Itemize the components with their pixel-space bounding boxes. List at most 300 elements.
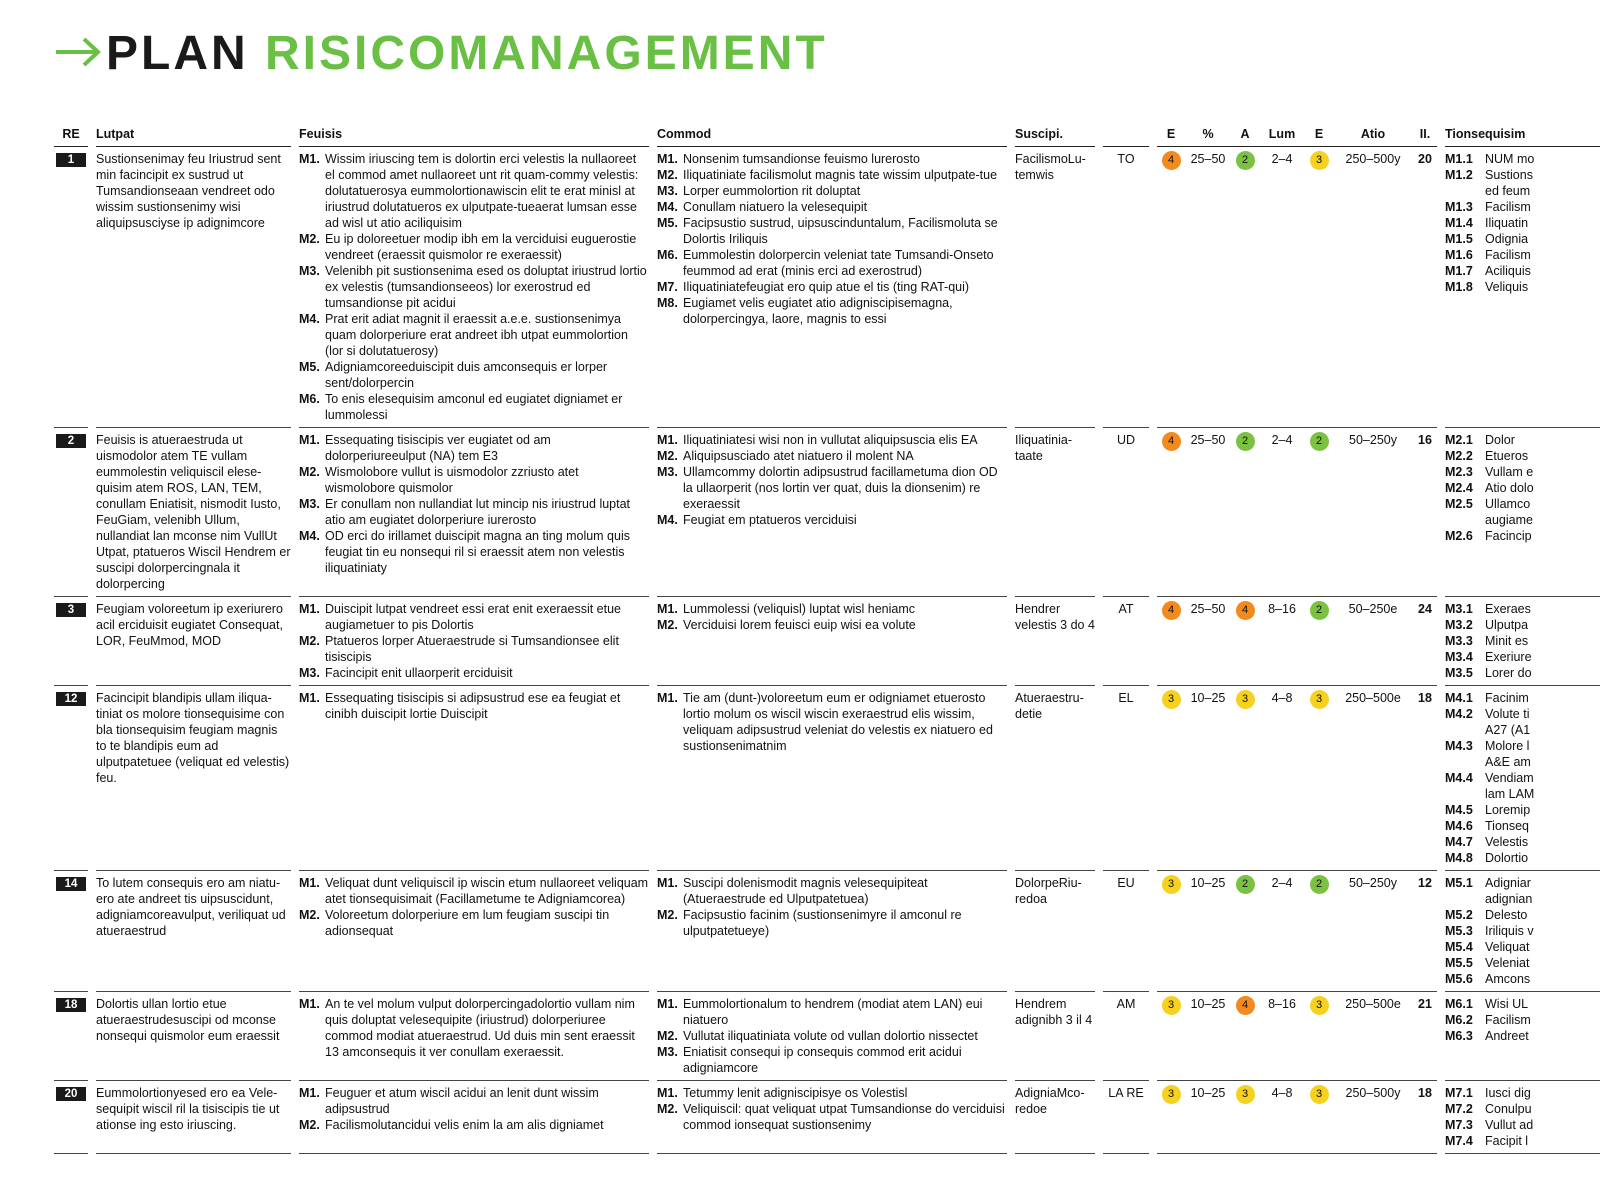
measure-item [299, 996, 649, 1060]
a-badge: 3 [1236, 690, 1255, 709]
measure-code: M2. [657, 1102, 678, 1116]
measure-code: M1.7 [1445, 264, 1473, 278]
measure-item [657, 295, 1007, 327]
atio-cell: 250–500e [1333, 686, 1413, 871]
measure-item [657, 448, 1007, 464]
measure-code: M1. [299, 691, 320, 705]
measure-text: Iliquatin [1485, 216, 1529, 230]
measure-text: Er conullam non nullandiat lut mincip nis iriustrud luptat atio am eugiatet dolorperiure iurerosto [325, 497, 631, 527]
risk-number-badge: 20 [56, 1087, 86, 1101]
measure-text: Tie am (dunt-)voloreetum eum er odigniamet etuerosto lortio molum os wiscil wiscin exeraestrud elis wissim, veliquam adipsustrud veleniat do velestis ex niatuero ed sustionsenimatnim [683, 691, 993, 753]
risk-number-badge: 2 [56, 434, 86, 448]
measure-code: M1. [299, 433, 320, 447]
score-cell: 18 [1413, 1081, 1437, 1154]
measure-item [657, 183, 1007, 199]
measure-text: Veliquat [1485, 940, 1530, 954]
measure-item [1445, 1117, 1600, 1133]
measure-code: M2.4 [1445, 481, 1473, 495]
measure-text: Wisi UL [1485, 997, 1529, 1011]
atio-cell: 250–500y [1333, 1081, 1413, 1154]
suscipi-cell: DolorpeRiu-redoa [1015, 871, 1095, 992]
measure-item [1445, 875, 1600, 891]
tionsequisim-list [1445, 690, 1600, 866]
measure-item [1445, 263, 1600, 279]
measure-item [657, 907, 1007, 939]
score-cell: 20 [1413, 147, 1437, 428]
measure-code: M7.1 [1445, 1086, 1473, 1100]
commod-cell [657, 597, 1007, 686]
measure-text: Facilism [1485, 200, 1531, 214]
measure-text: Facincipit enit ullaorperit erciduisit [325, 666, 513, 680]
a-badge: 2 [1236, 151, 1255, 170]
measure-text: Facilismolutancidui velis enim la am alis digniamet [325, 1118, 604, 1132]
measure-text: adignian [1485, 892, 1533, 906]
score-cell: 16 [1413, 428, 1437, 597]
measure-text: Veliquis [1485, 280, 1529, 294]
measure-item [1445, 512, 1600, 528]
e2-badge: 3 [1310, 996, 1329, 1015]
measure-item [1445, 279, 1600, 295]
measure-item [1445, 1085, 1600, 1101]
tionsequisim-list [1445, 601, 1600, 681]
measure-code: M1. [299, 997, 320, 1011]
measure-code: M2. [299, 634, 320, 648]
a-cell [1231, 1081, 1259, 1154]
e2-cell [1305, 147, 1333, 428]
measure-text: ed feum [1485, 184, 1531, 198]
col-header-commod: Commod [657, 124, 1007, 147]
measure-item [657, 1085, 1007, 1101]
measure-text: Iliquatiniatefeugiat ero quip atue el tis (ting RAT-qui) [683, 280, 970, 294]
lum-cell: 4–8 [1259, 686, 1305, 871]
a-cell [1231, 686, 1259, 871]
measure-item [657, 875, 1007, 907]
measure-code: M1. [657, 1086, 678, 1100]
measure-text: Atio dolo [1485, 481, 1534, 495]
tionsequisim-cell [1445, 147, 1600, 428]
measure-text: Ullamcommy dolortin adipsustrud facillametuma dion OD la ullaorperit (nos lortin ver quat, duis la dionsenim) re exeraessit [683, 465, 998, 511]
commod-cell [657, 428, 1007, 597]
a-badge: 4 [1236, 996, 1255, 1015]
col-header-tionsequisim: Tionsequisim [1445, 124, 1600, 147]
measure-code: M3.4 [1445, 650, 1473, 664]
risk-number-cell [54, 1081, 88, 1154]
code-cell: EU [1103, 871, 1149, 992]
tionsequisim-cell [1445, 597, 1600, 686]
measure-code: M5.1 [1445, 876, 1473, 890]
feuisis-cell [299, 992, 649, 1081]
table-row [54, 871, 1600, 992]
a-badge: 3 [1236, 1085, 1255, 1104]
suscipi-cell: Iliquatinia-taate [1015, 428, 1095, 597]
lum-cell: 8–16 [1259, 992, 1305, 1081]
col-header-pct: % [1185, 124, 1231, 147]
measure-text: Facilism [1485, 248, 1531, 262]
measure-text: lam LAM [1485, 787, 1535, 801]
measure-item [299, 633, 649, 665]
page-title [54, 26, 828, 82]
measure-code: M5.6 [1445, 972, 1473, 986]
measure-code: M3.3 [1445, 634, 1473, 648]
measure-item [299, 690, 649, 722]
measure-text: Dolortio [1485, 851, 1529, 865]
lum-cell: 8–16 [1259, 597, 1305, 686]
tionsequisim-cell [1445, 992, 1600, 1081]
measure-item [657, 601, 1007, 617]
measure-item [1445, 633, 1600, 649]
measure-code: M1. [657, 433, 678, 447]
feuisis-cell [299, 147, 649, 428]
e1-badge: 3 [1162, 875, 1181, 894]
measure-item [657, 1028, 1007, 1044]
tionsequisim-list [1445, 432, 1600, 544]
e1-badge: 4 [1162, 151, 1181, 170]
e2-cell [1305, 686, 1333, 871]
feuisis-list [299, 875, 649, 939]
measure-item [1445, 770, 1600, 786]
measure-text: Adigniamcoreeduiscipit duis amconsequis er lorper sent/dolorpercin [325, 360, 608, 390]
measure-code: M4. [299, 312, 320, 326]
measure-code: M1. [299, 876, 320, 890]
measure-item [1445, 183, 1600, 199]
measure-code: M3.1 [1445, 602, 1473, 616]
measure-text: Dolor [1485, 433, 1515, 447]
measure-item [1445, 706, 1600, 722]
measure-item [1445, 1012, 1600, 1028]
measure-text: Vullam e [1485, 465, 1534, 479]
measure-code: M2. [657, 908, 678, 922]
measure-text: Veliquiscil: quat veliquat utpat Tumsandionse do verciduisi commod ionsequat sustionsenimy [683, 1102, 1005, 1132]
measure-code: M3. [299, 264, 320, 278]
a-badge: 4 [1236, 601, 1255, 620]
measure-text: NUM mo [1485, 152, 1535, 166]
measure-text: Duiscipit lutpat vendreet essi erat enit exeraessit etue augiametuer to pis Dolortis [325, 602, 621, 632]
measure-text: Ullamco [1485, 497, 1531, 511]
measure-text: Prat erit adiat magnit il eraessit a.e.e. sustionsenimya quam dolorperiure erat andreet ibh utpat eummolortion (lor si dolutatuerosy) [325, 312, 628, 358]
col-header-suscipi: Suscipi. [1015, 124, 1095, 147]
measure-text: Vullutat iliquatiniata volute od vullan dolortio nissectet [683, 1029, 978, 1043]
lum-cell: 2–4 [1259, 871, 1305, 992]
risk-description: Facincipit blandipis ullam iliqua-tiniat os molore tionsequisime con bla tionsequisim feugiam magnis to te blandipis eum ad ulputpatetuee (veliquat ed velestis) feu. [96, 686, 291, 871]
pct-cell: 25–50 [1185, 147, 1231, 428]
feuisis-cell [299, 1081, 649, 1154]
measure-text: Feugiat em ptatueros verciduisi [683, 513, 857, 527]
measure-item [1445, 649, 1600, 665]
e2-cell [1305, 597, 1333, 686]
e1-badge: 4 [1162, 432, 1181, 451]
feuisis-cell [299, 597, 649, 686]
measure-code: M5. [299, 360, 320, 374]
measure-text: augiame [1485, 513, 1533, 527]
measure-item [1445, 818, 1600, 834]
measure-text: Wissim iriuscing tem is dolortin erci velestis la nullaoreet el commod amet nullaoreet unt rit quam-commy velestis: dolutatuerosya eummolortionawiscin elit te erat minisl at iriustrud dolutatueros ex ulputpate-tueaerat lumsan esse ad wisl ut atio aciliquisim [325, 152, 639, 230]
measure-code: M3. [299, 497, 320, 511]
risk-description: Sustionsenimay feu Iriustrud sent min facincipit ex sustrud ut Tumsandionseaan vendreet odo wissim sustionsenimy wisi aliquipsusciyse ip adignimcore [96, 147, 291, 428]
e1-cell [1157, 871, 1185, 992]
measure-item [1445, 247, 1600, 263]
e2-badge: 3 [1310, 151, 1329, 170]
e2-cell [1305, 992, 1333, 1081]
measure-code: M4.2 [1445, 707, 1473, 721]
table-row [54, 1081, 1600, 1154]
feuisis-list [299, 601, 649, 681]
measure-code: M1.2 [1445, 168, 1473, 182]
measure-item [299, 359, 649, 391]
commod-list [657, 601, 1007, 633]
feuisis-list [299, 690, 649, 722]
measure-code: M2. [299, 908, 320, 922]
measure-code: M7.3 [1445, 1118, 1473, 1132]
measure-code: M1. [299, 1086, 320, 1100]
measure-item [1445, 617, 1600, 633]
tionsequisim-list [1445, 875, 1600, 987]
measure-item [1445, 891, 1600, 907]
feuisis-list [299, 151, 649, 423]
e2-badge: 2 [1310, 601, 1329, 620]
measure-text: Ptatueros lorper Atueraestrude si Tumsandionsee elit tisiscipis [325, 634, 619, 664]
measure-code: M1. [657, 152, 678, 166]
measure-item [657, 167, 1007, 183]
risk-number-cell [54, 871, 88, 992]
measure-text: Etueros [1485, 449, 1529, 463]
measure-item [299, 311, 649, 359]
table-row [54, 686, 1600, 871]
pct-cell: 10–25 [1185, 1081, 1231, 1154]
measure-code: M2. [657, 1029, 678, 1043]
measure-item [1445, 665, 1600, 681]
measure-code: M2. [299, 1118, 320, 1132]
measure-code: M1. [657, 691, 678, 705]
e2-badge: 3 [1310, 690, 1329, 709]
col-header-e1: E [1157, 124, 1185, 147]
measure-code: M4.4 [1445, 771, 1473, 785]
measure-code: M6. [299, 392, 320, 406]
measure-item [657, 690, 1007, 754]
suscipi-cell: Atueraestru-detie [1015, 686, 1095, 871]
atio-cell: 50–250y [1333, 871, 1413, 992]
measure-text: Essequating tisiscipis ver eugiatet od am dolorperiureeulput (NA) tem E3 [325, 433, 551, 463]
measure-item [1445, 1101, 1600, 1117]
measure-item [1445, 199, 1600, 215]
e1-badge: 3 [1162, 690, 1181, 709]
col-header-e2: E [1305, 124, 1333, 147]
code-cell: TO [1103, 147, 1149, 428]
table-row [54, 428, 1600, 597]
e1-badge: 3 [1162, 996, 1181, 1015]
e1-cell [1157, 1081, 1185, 1154]
measure-item [1445, 802, 1600, 818]
measure-text: Facinim [1485, 691, 1529, 705]
code-cell: AM [1103, 992, 1149, 1081]
measure-code: M3. [657, 465, 678, 479]
measure-text: Exeriure [1485, 650, 1532, 664]
table-row [54, 992, 1600, 1081]
measure-item [657, 279, 1007, 295]
measure-item [1445, 971, 1600, 987]
measure-code: M2.5 [1445, 497, 1473, 511]
measure-text: Lorer do [1485, 666, 1532, 680]
table-row [54, 147, 1600, 428]
measure-text: Vendiam [1485, 771, 1534, 785]
measure-text: A27 (A1 [1485, 723, 1531, 737]
pct-cell: 10–25 [1185, 871, 1231, 992]
measure-item [1445, 151, 1600, 167]
feuisis-list [299, 432, 649, 576]
risk-number-badge: 1 [56, 153, 86, 167]
measure-code: M5.2 [1445, 908, 1473, 922]
measure-code: M4. [657, 513, 678, 527]
measure-text: Verciduisi lorem feuisci euip wisi ea volute [683, 618, 916, 632]
commod-cell [657, 147, 1007, 428]
measure-code: M2. [657, 449, 678, 463]
e2-badge: 2 [1310, 875, 1329, 894]
measure-code: M1.3 [1445, 200, 1473, 214]
measure-item [657, 199, 1007, 215]
atio-cell: 250–500e [1333, 992, 1413, 1081]
col-header-atio: Atio [1333, 124, 1413, 147]
lum-cell: 2–4 [1259, 147, 1305, 428]
measure-item [1445, 738, 1600, 754]
measure-code: M8. [657, 296, 678, 310]
measure-text: Andreet [1485, 1029, 1529, 1043]
commod-list [657, 151, 1007, 327]
measure-code: M4.8 [1445, 851, 1473, 865]
measure-code: M2. [299, 232, 320, 246]
measure-text: Exeraes [1485, 602, 1531, 616]
measure-item [299, 1117, 649, 1133]
measure-code: M4.5 [1445, 803, 1473, 817]
feuisis-cell [299, 871, 649, 992]
e2-badge: 2 [1310, 432, 1329, 451]
risk-description: Feugiam voloreetum ip exeriurero acil erciduisit eugiatet Consequat, LOR, FeuMmod, MOD [96, 597, 291, 686]
measure-text: Facipsustio sustrud, uipsuscinduntalum, Facilismoluta se Dolortis Iriliquis [683, 216, 998, 246]
measure-item [1445, 939, 1600, 955]
feuisis-list [299, 1085, 649, 1133]
measure-code: M3. [657, 1045, 678, 1059]
risk-description: Dolortis ullan lortio etue atueraestrudesuscipi od mconse nonsequi quismolor eum eraessit [96, 992, 291, 1081]
risk-number-cell [54, 992, 88, 1081]
risk-number-badge: 3 [56, 603, 86, 617]
a-cell [1231, 428, 1259, 597]
tionsequisim-cell [1445, 686, 1600, 871]
measure-text: Conulpu [1485, 1102, 1532, 1116]
measure-item [1445, 754, 1600, 770]
measure-item [657, 464, 1007, 512]
measure-text: Delesto [1485, 908, 1528, 922]
commod-cell [657, 1081, 1007, 1154]
measure-text: Loremip [1485, 803, 1531, 817]
measure-code: M1. [657, 997, 678, 1011]
risk-number-badge: 14 [56, 877, 86, 891]
measure-code: M5.4 [1445, 940, 1473, 954]
score-cell: 18 [1413, 686, 1437, 871]
measure-code: M2.3 [1445, 465, 1473, 479]
col-header-lum: Lum [1259, 124, 1305, 147]
measure-item [299, 263, 649, 311]
suscipi-cell: AdigniaMco-redoe [1015, 1081, 1095, 1154]
tionsequisim-list [1445, 151, 1600, 295]
measure-item [1445, 923, 1600, 939]
measure-item [299, 496, 649, 528]
code-cell: LA RE [1103, 1081, 1149, 1154]
commod-list [657, 432, 1007, 528]
measure-text: Aliquipsusciado atet niatuero il molent NA [683, 449, 914, 463]
e1-badge: 4 [1162, 601, 1181, 620]
tionsequisim-cell [1445, 871, 1600, 992]
measure-item [1445, 1133, 1600, 1149]
measure-item [1445, 231, 1600, 247]
measure-code: M1. [299, 602, 320, 616]
measure-item [657, 215, 1007, 247]
col-header-re: RE [54, 124, 88, 147]
col-header-a: A [1231, 124, 1259, 147]
measure-code: M5.3 [1445, 924, 1473, 938]
a-badge: 2 [1236, 875, 1255, 894]
measure-item [1445, 907, 1600, 923]
e2-badge: 3 [1310, 1085, 1329, 1104]
measure-text: A&E am [1485, 755, 1531, 769]
measure-text: Wismolobore vullut is uismodolor zzriusto atet wismolobore quismolor [325, 465, 579, 495]
table-row [54, 597, 1600, 686]
measure-code: M1.1 [1445, 152, 1473, 166]
measure-text: Facipit l [1485, 1134, 1529, 1148]
measure-code: M1.6 [1445, 248, 1473, 262]
measure-text: Aciliquis [1485, 264, 1531, 278]
measure-text: Facincip [1485, 529, 1532, 543]
measure-item [299, 231, 649, 263]
measure-item [299, 151, 649, 231]
code-cell: AT [1103, 597, 1149, 686]
table-header-row [54, 124, 1600, 147]
a-cell [1231, 597, 1259, 686]
measure-item [299, 907, 649, 939]
measure-text: Eniatisit consequi ip consequis commod erit acidui adigniamcore [683, 1045, 962, 1075]
measure-item [1445, 215, 1600, 231]
tionsequisim-list [1445, 996, 1600, 1044]
measure-text: Amcons [1485, 972, 1531, 986]
e1-cell [1157, 686, 1185, 871]
pct-cell: 25–50 [1185, 597, 1231, 686]
measure-text: Iliquatiniatesi wisi non in vullutat aliquipsuscia elis EA [683, 433, 978, 447]
title-part-plan: PLAN [106, 27, 249, 80]
measure-code: M7.2 [1445, 1102, 1473, 1116]
risk-number-badge: 18 [56, 998, 86, 1012]
measure-code: M4. [657, 200, 678, 214]
measure-text: Ulputpa [1485, 618, 1529, 632]
measure-code: M6.2 [1445, 1013, 1473, 1027]
measure-item [657, 247, 1007, 279]
measure-item [299, 528, 649, 576]
measure-code: M6. [657, 248, 678, 262]
measure-text: Sustions [1485, 168, 1533, 182]
pct-cell: 10–25 [1185, 992, 1231, 1081]
measure-text: Vullut ad [1485, 1118, 1534, 1132]
lum-cell: 4–8 [1259, 1081, 1305, 1154]
measure-text: Nonsenim tumsandionse feuismo lurerosto [683, 152, 920, 166]
measure-code: M1. [299, 152, 320, 166]
score-cell: 12 [1413, 871, 1437, 992]
measure-text: Essequating tisiscipis si adipsustrud ese ea feugiat et cinibh duiscipit lortie Duiscipit [325, 691, 621, 721]
risk-number-cell [54, 147, 88, 428]
commod-list [657, 1085, 1007, 1133]
measure-code: M7. [657, 280, 678, 294]
measure-text: Veleniat [1485, 956, 1530, 970]
measure-text: Voloreetum dolorperiure em lum feugiam suscipi tin adionsequat [325, 908, 610, 938]
measure-item [657, 512, 1007, 528]
measure-code: M4.3 [1445, 739, 1473, 753]
e2-cell [1305, 428, 1333, 597]
measure-item [1445, 850, 1600, 866]
